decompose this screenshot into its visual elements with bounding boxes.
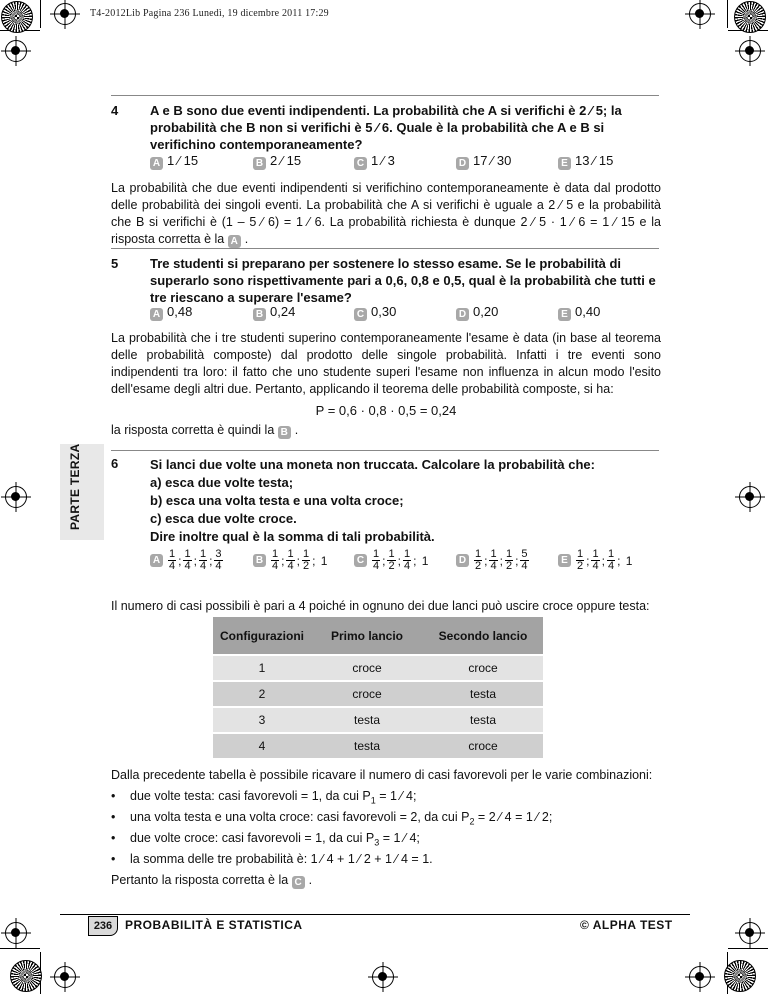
table-header: Configurazioni: [213, 617, 311, 655]
bullet-text: due volte testa: casi favorevoli = 1, da cui $P_1 = 1$ ⁄ 4;: [130, 789, 417, 806]
side-label: PARTE TERZA: [68, 443, 82, 530]
bullet-text: la somma delle tre probabilità è: 1 ⁄ 4 + 1 ⁄ 2 + 1 ⁄ 4 = 1.: [130, 852, 433, 866]
bullet-text: due volte croce: casi favorevoli = 1, da cui $P_3 = 1$ ⁄ 4;: [130, 831, 420, 848]
side-band: [60, 444, 104, 540]
option-letter-badge: C: [354, 554, 367, 567]
option-letter-badge: A: [150, 554, 163, 567]
option-e: E 0,40: [558, 304, 600, 321]
bullet: •: [111, 831, 116, 845]
divider: [111, 95, 659, 96]
option-a: A 0,48: [150, 304, 192, 321]
bullet-text: una volta testa e una volta croce: casi favorevoli = 2, da cui $P_2 = 2$ ⁄ 4 = 1 ⁄ 2;: [130, 810, 553, 827]
option-a: A 1 ⁄ 15: [150, 153, 198, 170]
bullet: •: [111, 852, 116, 866]
intro: Il numero di casi possibili è pari a 4 poiché in ognuno dei due lanci può uscire croce oppure testa:: [111, 599, 650, 613]
fraction: $\frac{1}{4}$: [592, 548, 599, 572]
answer-badge: A: [228, 235, 241, 248]
fraction: $\frac{1}{4}$: [287, 548, 294, 572]
question-line: c) esca due volte croce.: [150, 511, 297, 526]
option-a: A $\frac{1}{4}$ ; $\frac{1}{4}$ ; $\frac{1}{4}$ ; $\frac{3}{4}$: [150, 549, 224, 572]
registration-mark-icon: [5, 40, 27, 62]
configurations-table: [213, 617, 543, 760]
option-letter-badge: D: [456, 554, 469, 567]
registration-mark-icon: [372, 966, 394, 988]
table-row: 4 testa croce: [213, 733, 543, 759]
registration-mark-icon: [739, 40, 761, 62]
footer-section: PROBABILITÀ E STATISTICA: [125, 918, 303, 932]
option-letter-badge: B: [253, 554, 266, 567]
color-target-icon: [10, 960, 42, 992]
fraction: $\frac{1}{4}$: [403, 548, 411, 572]
option-c: C 0,30: [354, 304, 396, 321]
conclusion: Pertanto la risposta corretta è la C .: [111, 873, 313, 888]
question-line: Si lanci due volte una moneta non truccata. Calcolare la probabilità che:: [150, 457, 595, 472]
explanation: La probabilità che i tre studenti superino contemporaneamente l'esame è data (in base al teorema delle probabilità composte) dal prodotto delle singole probabilità. Infatti i tre eventi sono indipendenti tra loro: il fatto che uno studente superi l'esame non influenza in alcun modo l'esito dell'esame degli altri due. Pertanto, applicando il teorema delle probabilità composte, si ha:: [111, 331, 661, 396]
bullet: •: [111, 789, 116, 803]
fraction: $\frac{1}{4}$: [490, 548, 497, 572]
option-e: E 13 ⁄ 15: [558, 153, 613, 170]
option-e: E $\frac{1}{2}$ ; $\frac{1}{4}$ ; $\frac{1}{4}$ ; 1: [558, 549, 633, 572]
after-table: Dalla precedente tabella è possibile ricavare il numero di casi favorevoli per le varie combinazioni:: [111, 768, 653, 782]
question-line: b) esca una volta testa e una volta croce;: [150, 493, 404, 508]
print-header: T4-2012Lib Pagina 236 Lunedì, 19 dicembre 2011 17:29: [90, 8, 329, 19]
registration-mark-icon: [739, 922, 761, 944]
option-c: C $\frac{1}{4}$ ; $\frac{1}{2}$ ; $\frac{1}{4}$ ; 1: [354, 549, 429, 572]
question-line: Dire inoltre qual è la somma di tali probabilità.: [150, 529, 435, 544]
option-d: D 17 ⁄ 30: [456, 153, 511, 170]
question-number: 4: [111, 103, 119, 118]
fraction: $\frac{1}{4}$: [272, 548, 279, 572]
registration-mark-icon: [689, 966, 711, 988]
option-b: B 0,24: [253, 304, 295, 321]
registration-mark-icon: [739, 486, 761, 508]
divider: [111, 450, 659, 451]
fraction: $\frac{1}{2}$: [388, 548, 395, 572]
registration-mark-icon: [5, 486, 27, 508]
table-header: Secondo lancio: [423, 617, 543, 655]
fraction: $\frac{1}{4}$: [607, 548, 615, 572]
bullet: •: [111, 810, 116, 824]
color-target-icon: [724, 960, 756, 992]
fraction: $\frac{5}{4}$: [521, 548, 528, 572]
option-d: D $\frac{1}{2}$ ; $\frac{1}{4}$ ; $\frac{1}{2}$ ; $\frac{5}{4}$: [456, 549, 530, 572]
table-header: Primo lancio: [311, 617, 423, 655]
registration-mark-icon: [689, 3, 711, 25]
fraction: $\frac{1}{4}$: [199, 548, 207, 572]
crop-mark: [728, 948, 768, 949]
fraction: $\frac{1}{2}$: [475, 548, 482, 572]
crop-mark: [727, 0, 728, 28]
page-number: 236: [88, 916, 118, 936]
option-b: B 2 ⁄ 15: [253, 153, 301, 170]
question-number: 5: [111, 256, 119, 271]
question-line: a) esca due volte testa;: [150, 475, 294, 490]
color-target-icon: [1, 1, 33, 33]
question-number: 6: [111, 456, 119, 471]
fraction: $\frac{3}{4}$: [215, 548, 222, 572]
question-text: A e B sono due eventi indipendenti. La probabilità che A si verifichi è 2 ⁄ 5; la probabilità che B non si verifichi è 5 ⁄ 6. Quale è la probabilità che A e B si verifichino contemporaneamente?: [150, 103, 622, 152]
fraction: $\frac{1}{4}$: [373, 548, 380, 572]
footer-publisher: © ALPHA TEST: [580, 918, 673, 932]
color-target-icon: [734, 1, 766, 33]
fraction: $\frac{1}{4}$: [184, 548, 191, 572]
answer-badge: B: [278, 426, 291, 439]
option-letter-badge: E: [558, 554, 571, 567]
table-row: 1 croce croce: [213, 655, 543, 681]
crop-mark: [40, 0, 41, 28]
fraction: $\frac{1}{2}$: [302, 548, 310, 572]
option-c: C 1 ⁄ 3: [354, 153, 395, 170]
registration-mark-icon: [54, 966, 76, 988]
divider: [111, 248, 659, 249]
explanation: La probabilità che due eventi indipendenti si verifichino contemporaneamente è data dal prodotto delle probabilità dei singoli eventi. La probabilità che A si verifichi è uguale a 2 ⁄ 5 e la probabilità che B si verifichi è (1 – 5 ⁄ 6) = 1 ⁄ 6. La probabilità richiesta è dunque 2 ⁄ 5 · 1 ⁄ 6 = 1 ⁄ 15 e la risposta corretta è la A .: [111, 181, 661, 247]
table-row: 3 testa testa: [213, 707, 543, 733]
option-d: D 0,20: [456, 304, 498, 321]
answer-badge: C: [292, 876, 305, 889]
question-text: Tre studenti si preparano per sostenere lo stesso esame. Se le probabilità di superarlo sono rispettivamente pari a 0,6, 0,8 e 0,5, qual è la probabilità che tutti e tre riescano a superare l'esame?: [150, 256, 656, 305]
registration-mark-icon: [54, 3, 76, 25]
fraction: $\frac{1}{4}$: [169, 548, 176, 572]
table-row: 2 croce testa: [213, 681, 543, 707]
fraction: $\frac{1}{2}$: [577, 548, 584, 572]
fraction: $\frac{1}{2}$: [505, 548, 513, 572]
option-b: B $\frac{1}{4}$ ; $\frac{1}{4}$ ; $\frac{1}{2}$ ; 1: [253, 549, 328, 572]
registration-mark-icon: [5, 922, 27, 944]
formula: P = 0,6 · 0,8 · 0,5 = 0,24: [315, 403, 457, 418]
conclusion: la risposta corretta è quindi la B .: [111, 423, 299, 438]
crop-mark: [0, 948, 40, 949]
